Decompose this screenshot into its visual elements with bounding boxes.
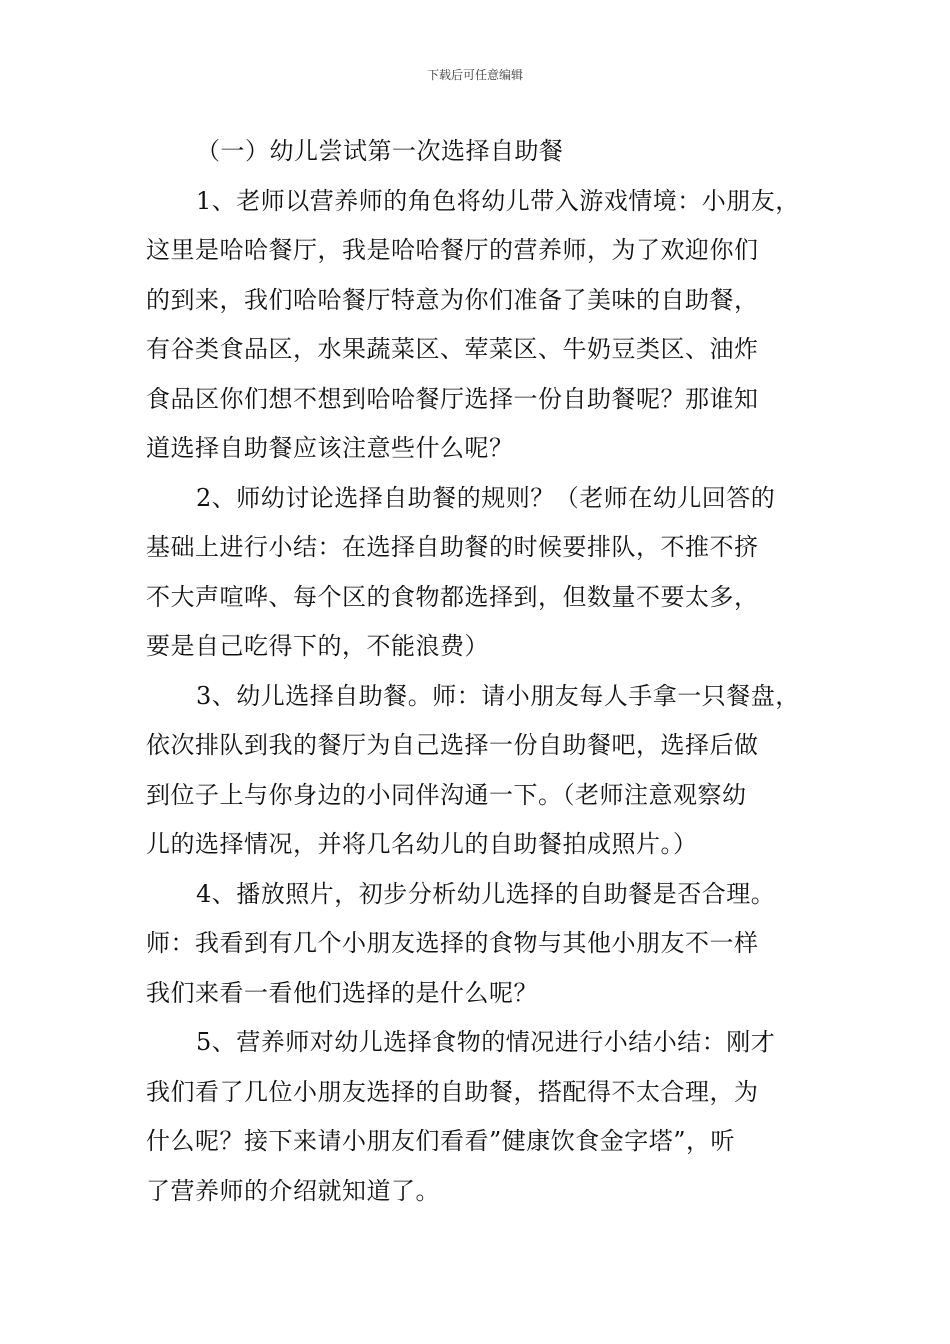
paragraph-2-line: 2、师幼讨论选择自助餐的规则？（老师在幼儿回答的 [196, 483, 776, 512]
paragraph-2-line: 要是自己吃得下的，不能浪费） [146, 632, 489, 660]
paragraph-4-line: 我们来看一看他们选择的是什么呢？ [146, 978, 538, 1007]
paragraph-1-line: 这里是哈哈餐厅，我是哈哈餐厅的营养师，为了欢迎你们 [146, 236, 759, 264]
paragraph-3-line: 到位子上与你身边的小同伴沟通一下。（老师注意观察幼 [146, 780, 747, 809]
paragraph-2-line: 基础上进行小结：在选择自助餐的时候要排队，不推不挤 [146, 533, 759, 561]
paragraph-5-line: 什么呢？接下来请小朋友们看看”健康饮食金字塔”，听 [146, 1127, 736, 1155]
paragraph-3-line: 3、幼儿选择自助餐。师：请小朋友每人手拿一只餐盘， [196, 681, 800, 710]
paragraph-5-line: 5、营养师对幼儿选择食物的情况进行小结小结：刚才 [196, 1028, 776, 1056]
paragraph-2-line: 不大声喧哗、每个区的食物都选择到，但数量不要太多， [146, 582, 759, 611]
paragraph-1-line: 的到来，我们哈哈餐厅特意为你们准备了美味的自助餐， [146, 285, 759, 314]
page-header-note: 下载后可任意编辑 [426, 68, 523, 82]
paragraph-1-line: 道选择自助餐应该注意些什么呢？ [146, 434, 514, 462]
paragraph-4-line: 师：我看到有几个小朋友选择的食物与其他小朋友不一样 [146, 929, 759, 957]
paragraph-1-line: 有谷类食品区，水果蔬菜区、荤菜区、牛奶豆类区、油炸 [146, 335, 759, 363]
paragraph-4-line: 4、播放照片，初步分析幼儿选择的自助餐是否合理。 [196, 879, 776, 908]
paragraph-1-line: 食品区你们想不想到哈哈餐厅选择一份自助餐呢？那谁知 [146, 384, 759, 413]
document-body [146, 127, 836, 1216]
paragraph-3-line: 依次排队到我的餐厅为自己选择一份自助餐吧，选择后做 [146, 731, 759, 759]
section-heading: （一）幼儿尝试第一次选择自助餐 [196, 137, 564, 165]
paragraph-1-line: 1、老师以营养师的角色将幼儿带入游戏情境：小朋友， [196, 186, 800, 215]
paragraph-5-line: 我们看了几位小朋友选择的自助餐，搭配得不太合理，为 [146, 1077, 759, 1106]
paragraph-5-line: 了营养师的介绍就知道了。 [146, 1176, 440, 1205]
paragraph-3-line: 儿的选择情况，并将几名幼儿的自助餐拍成照片。） [146, 830, 698, 858]
